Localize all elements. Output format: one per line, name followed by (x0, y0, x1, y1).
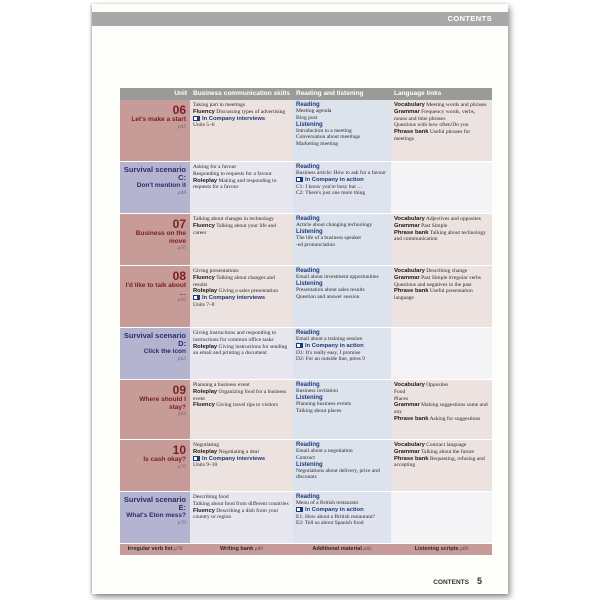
entry-keyword: Phrase bank (394, 129, 429, 136)
unit-page: p64 (177, 411, 186, 417)
film-icon (193, 116, 200, 121)
section-heading: Reading (296, 268, 320, 274)
entry-text: Food (394, 388, 406, 395)
business-skills-cell (190, 380, 293, 439)
entry-item (394, 129, 489, 143)
entry-text: E2: Tell us about Spanish food (296, 520, 364, 527)
appendix-label: Listening scripts (414, 546, 459, 552)
language-links-cell (391, 214, 492, 265)
entry-text: Talking about places (296, 407, 342, 414)
entry-keyword: Phrase bank (394, 288, 429, 295)
entry-item (394, 216, 489, 223)
table-row (120, 100, 492, 162)
entry-text: Email about a negotiation (296, 448, 353, 454)
entry-text: C1: I know you're busy but … (296, 183, 363, 190)
entry-text: Units 5–6 (193, 122, 215, 129)
entry-text: Conversation about meetings (296, 134, 361, 141)
business-skills-cell (190, 492, 293, 543)
entry-item (394, 268, 489, 275)
entry-text: D2: For an outside line, press 9 (296, 356, 365, 363)
entry-text: The life of a business speaker (296, 234, 362, 241)
in-company-label: In Company interviews (202, 455, 266, 462)
unit-page: p56 (177, 297, 186, 303)
section-heading: Reading (296, 330, 320, 336)
entry-text: Describing food (193, 494, 229, 500)
book-page (92, 4, 508, 594)
business-skills-cell (190, 162, 293, 213)
appendix-label: Additional material (312, 546, 362, 552)
entry-keyword: Grammar (394, 274, 420, 281)
entry-keyword: Fluency (193, 507, 215, 514)
in-company-item (193, 456, 290, 463)
section-heading: Listening (296, 461, 323, 468)
entry-detail: Making and responding to requests for a favour (193, 177, 277, 191)
unit-cell (120, 266, 190, 327)
entry-text: Questions and negatives in the past (394, 281, 472, 288)
entry-text: Blog post (296, 114, 318, 121)
section-heading: Listening (296, 121, 323, 128)
scenario-label: Survival scenario D: (123, 331, 186, 348)
entry-item (193, 223, 290, 237)
entry-detail: Describing a dish from your country or region (193, 507, 279, 521)
entry-item (193, 402, 290, 409)
table-row (120, 380, 492, 440)
in-company-item (193, 295, 290, 302)
table-row (120, 328, 492, 380)
entry-text: Planning business events (296, 400, 351, 407)
appendix-label: Writing bank (220, 546, 254, 552)
unit-title: Let's make a start (131, 116, 186, 123)
unit-title: Click the icon (143, 348, 186, 355)
unit-page: p42 (177, 123, 186, 130)
in-company-item (193, 116, 290, 123)
entry-text: Questions with how often/Do you (394, 122, 469, 129)
entry-detail: Useful phrases for meetings (394, 129, 471, 142)
appendix-link (120, 544, 190, 555)
in-company-item (296, 343, 388, 350)
entry-keyword: Vocabulary (394, 102, 425, 108)
film-icon (296, 507, 303, 512)
appendix-page: p78 (174, 546, 183, 552)
section-heading: Listening (296, 394, 323, 401)
entry-keyword: Phrase bank (394, 229, 429, 236)
entry-text: Units 9–10 (193, 462, 218, 469)
unit-cell (120, 162, 190, 213)
entry-item (193, 389, 290, 403)
table-header (120, 88, 492, 100)
in-company-label: In Company in action (305, 342, 364, 349)
unit-number: 10 (172, 443, 186, 457)
entry-text: D1: It's really easy, I promise (296, 349, 361, 356)
entry-detail: Talking about technology and communication (394, 229, 486, 243)
entry-keyword: Grammar (394, 222, 420, 229)
entry-detail: Talking about the future (421, 448, 474, 455)
entry-text: Presentation about sales results (296, 286, 365, 293)
entry-keyword: Vocabulary (394, 442, 425, 448)
scenario-label: Survival scenario E: (123, 495, 186, 512)
language-links-cell (391, 328, 492, 379)
entry-detail: Requesting, refusing and accepting (394, 455, 485, 469)
entry-text: Places (394, 395, 409, 402)
unit-page: p70 (177, 463, 186, 470)
entry-text: C2: There's just one more thing (296, 190, 366, 197)
reading-listening-cell (293, 214, 391, 265)
reading-listening-cell (293, 380, 391, 439)
appendix-label: Irregular verb list (127, 546, 173, 552)
column-header-business: Business communication skills (193, 90, 290, 97)
entry-text: -ed pronunciation (296, 241, 335, 248)
entry-item (193, 275, 290, 289)
unit-number: 06 (172, 103, 186, 117)
entry-keyword: Roleplay (193, 388, 218, 395)
entry-keyword: Roleplay (193, 343, 218, 350)
unit-number: 08 (172, 269, 186, 283)
entry-text: Planning a business event (193, 382, 250, 388)
table-row (120, 162, 492, 214)
entry-detail: Giving instructions for sending an email and printing a document (193, 343, 288, 357)
in-company-item (296, 177, 388, 184)
entry-text: Email about investment opportunities (296, 274, 379, 280)
film-icon (296, 177, 303, 182)
entry-detail: Opposites (426, 382, 449, 388)
entry-detail: Giving a sales presentation (218, 288, 278, 295)
entry-item (394, 382, 489, 389)
entry-text: Negotiating (193, 442, 219, 448)
entry-text: Menu of a British restaurant (296, 500, 359, 506)
unit-title: Is cash okay? (143, 456, 186, 463)
entry-detail: Frequency words, verbs, nouns and time phrases (394, 108, 476, 122)
language-links-cell (391, 440, 492, 491)
entry-item (394, 288, 489, 302)
entry-text: Business article: How to ask for a favour (296, 170, 386, 176)
page-header: CONTENTS (92, 12, 508, 26)
entry-text: Introduction to a meeting (296, 127, 352, 134)
section-heading: Reading (296, 494, 320, 500)
film-icon (193, 295, 200, 300)
entry-text: Question and answer session (296, 293, 360, 300)
page-footer (433, 576, 482, 586)
business-skills-cell (190, 440, 293, 491)
unit-page: p76 (177, 519, 186, 526)
entry-detail: Useful presentation language (394, 288, 473, 302)
entry-detail: Discussing types of advertising (216, 108, 286, 115)
entry-detail: Past Simple irregular verbs (421, 274, 481, 281)
in-company-label: In Company interviews (202, 115, 266, 122)
entry-item (394, 230, 489, 244)
unit-cell (120, 492, 190, 543)
reading-listening-cell (293, 492, 391, 543)
entry-detail: Asking for suggestions (429, 415, 481, 422)
reading-listening-cell (293, 162, 391, 213)
unit-cell (120, 328, 190, 379)
entry-keyword: Vocabulary (394, 382, 425, 388)
entry-text: Taking part in meetings (193, 102, 246, 108)
entry-text: Responding to requests for a favour (193, 170, 272, 177)
entry-item (394, 416, 489, 423)
contents-table (120, 88, 492, 555)
entry-item (193, 109, 290, 116)
entry-text: Article about changing technology (296, 222, 373, 228)
in-company-label: In Company interviews (202, 295, 266, 302)
entry-item (193, 288, 290, 295)
reading-listening-cell (293, 266, 391, 327)
entry-keyword: Roleplay (193, 177, 218, 184)
reading-listening-cell (293, 328, 391, 379)
entry-detail: Making suggestions some and any (394, 402, 488, 416)
column-header-language: Language links (394, 90, 442, 97)
appendix-link (190, 544, 293, 555)
entry-text: Talking about food from different countries (193, 500, 289, 507)
entry-keyword: Fluency (193, 274, 215, 281)
section-heading: Reading (296, 382, 320, 388)
entry-keyword: Roleplay (193, 448, 218, 455)
language-links-cell (391, 380, 492, 439)
unit-title: What's Eton mess? (126, 512, 186, 519)
entry-item (193, 508, 290, 522)
entry-keyword: Fluency (193, 108, 215, 115)
unit-title: Don't mention it (136, 182, 186, 189)
in-company-label: In Company in action (305, 176, 364, 183)
business-skills-cell (190, 100, 293, 161)
entry-keyword: Grammar (394, 448, 420, 455)
entry-detail: Meeting words and phrases (426, 102, 487, 108)
entry-keyword: Grammar (394, 108, 420, 115)
unit-number: 07 (172, 217, 186, 231)
unit-page: p48 (177, 189, 186, 196)
unit-cell (120, 380, 190, 439)
section-heading: Reading (296, 102, 320, 108)
unit-title: I'd like to talk about … (125, 282, 186, 297)
appendix-link (391, 544, 492, 555)
entry-text: Talking about changes in technology (193, 216, 274, 222)
entry-text: Giving presentations (193, 268, 239, 274)
entry-keyword: Phrase bank (394, 455, 429, 462)
table-row (120, 214, 492, 266)
table-row (120, 266, 492, 328)
table-row (120, 440, 492, 492)
appendix-page: p80 (254, 546, 263, 552)
language-links-cell (391, 266, 492, 327)
entry-keyword: Grammar (394, 402, 420, 409)
table-row (120, 492, 492, 544)
film-icon (193, 456, 200, 461)
appendix-page: p89 (460, 546, 469, 552)
section-heading: Reading (296, 164, 320, 170)
section-heading: Reading (296, 442, 320, 448)
entry-text: Meeting agenda (296, 108, 332, 114)
entry-text: Email about a training session (296, 336, 363, 342)
unit-cell (120, 440, 190, 491)
entry-text: Units 7–8 (193, 301, 215, 308)
entry-text: Negotiations about delivery, price and discounts (296, 467, 380, 481)
entry-item (193, 449, 290, 456)
film-icon (296, 343, 303, 348)
unit-page: p62 (177, 355, 186, 362)
entry-keyword: Roleplay (193, 288, 218, 295)
entry-item (394, 402, 489, 416)
section-heading: Listening (296, 228, 323, 235)
entry-text: Giving instructions and responding to instructions for common office tasks (193, 330, 277, 343)
entry-text: Contract (296, 454, 315, 461)
language-links-cell (391, 162, 492, 213)
in-company-item (296, 507, 388, 514)
column-header-unit: Unit (174, 90, 187, 97)
entry-detail: Talking about changes and results (193, 274, 275, 288)
entry-detail: Organizing food for a business event (193, 388, 287, 402)
entry-text: Business invitation (296, 388, 339, 394)
entry-keyword: Fluency (193, 402, 215, 409)
unit-page: p50 (177, 245, 186, 251)
unit-number: 09 (172, 383, 186, 397)
entry-detail: Describing change (426, 268, 468, 274)
entry-detail: Contract language (426, 442, 467, 448)
entry-item (193, 344, 290, 358)
entry-item (394, 223, 489, 230)
entry-detail: Adjectives and opposites (425, 216, 481, 222)
entry-keyword: Vocabulary (394, 268, 425, 274)
language-links-cell (391, 492, 492, 543)
scenario-label: Survival scenario C: (123, 165, 186, 182)
business-skills-cell (190, 266, 293, 327)
in-company-label: In Company in action (305, 506, 364, 513)
footer-label: CONTENTS (433, 579, 469, 586)
entry-item (394, 102, 489, 109)
entry-detail: Talking about your life and career (193, 222, 276, 236)
column-header-reading: Reading and listening (296, 90, 364, 97)
entry-keyword: Fluency (193, 222, 215, 229)
entry-item (394, 442, 489, 449)
entry-keyword: Phrase bank (394, 415, 429, 422)
entry-item (394, 456, 489, 470)
unit-title: Where should I stay? (139, 396, 186, 411)
entry-detail: Past Simple (421, 222, 448, 229)
entry-item (394, 449, 489, 456)
appendix-row (120, 544, 492, 555)
appendix-link (293, 544, 391, 555)
entry-detail: Giving travel tips to visitors (216, 402, 279, 409)
entry-text: E1: How about a British restaurant? (296, 513, 375, 520)
table-body (120, 100, 492, 544)
entry-item (394, 275, 489, 282)
entry-text: Asking for a favour (193, 164, 237, 170)
reading-listening-cell (293, 100, 391, 161)
entry-text: Marketing meeting (296, 141, 339, 148)
business-skills-cell (190, 328, 293, 379)
reading-listening-cell (293, 440, 391, 491)
section-heading: Listening (296, 280, 323, 287)
unit-cell (120, 100, 190, 161)
business-skills-cell (190, 214, 293, 265)
entry-detail: Negotiating a deal (218, 448, 259, 455)
section-heading: Reading (296, 216, 320, 222)
unit-cell (120, 214, 190, 265)
entry-item (193, 178, 290, 192)
unit-title: Business on the move (135, 230, 186, 245)
language-links-cell (391, 100, 492, 161)
page-number: 5 (476, 576, 482, 586)
entry-item (394, 109, 489, 123)
appendix-page: p82 (363, 546, 372, 552)
entry-keyword: Vocabulary (394, 216, 425, 222)
